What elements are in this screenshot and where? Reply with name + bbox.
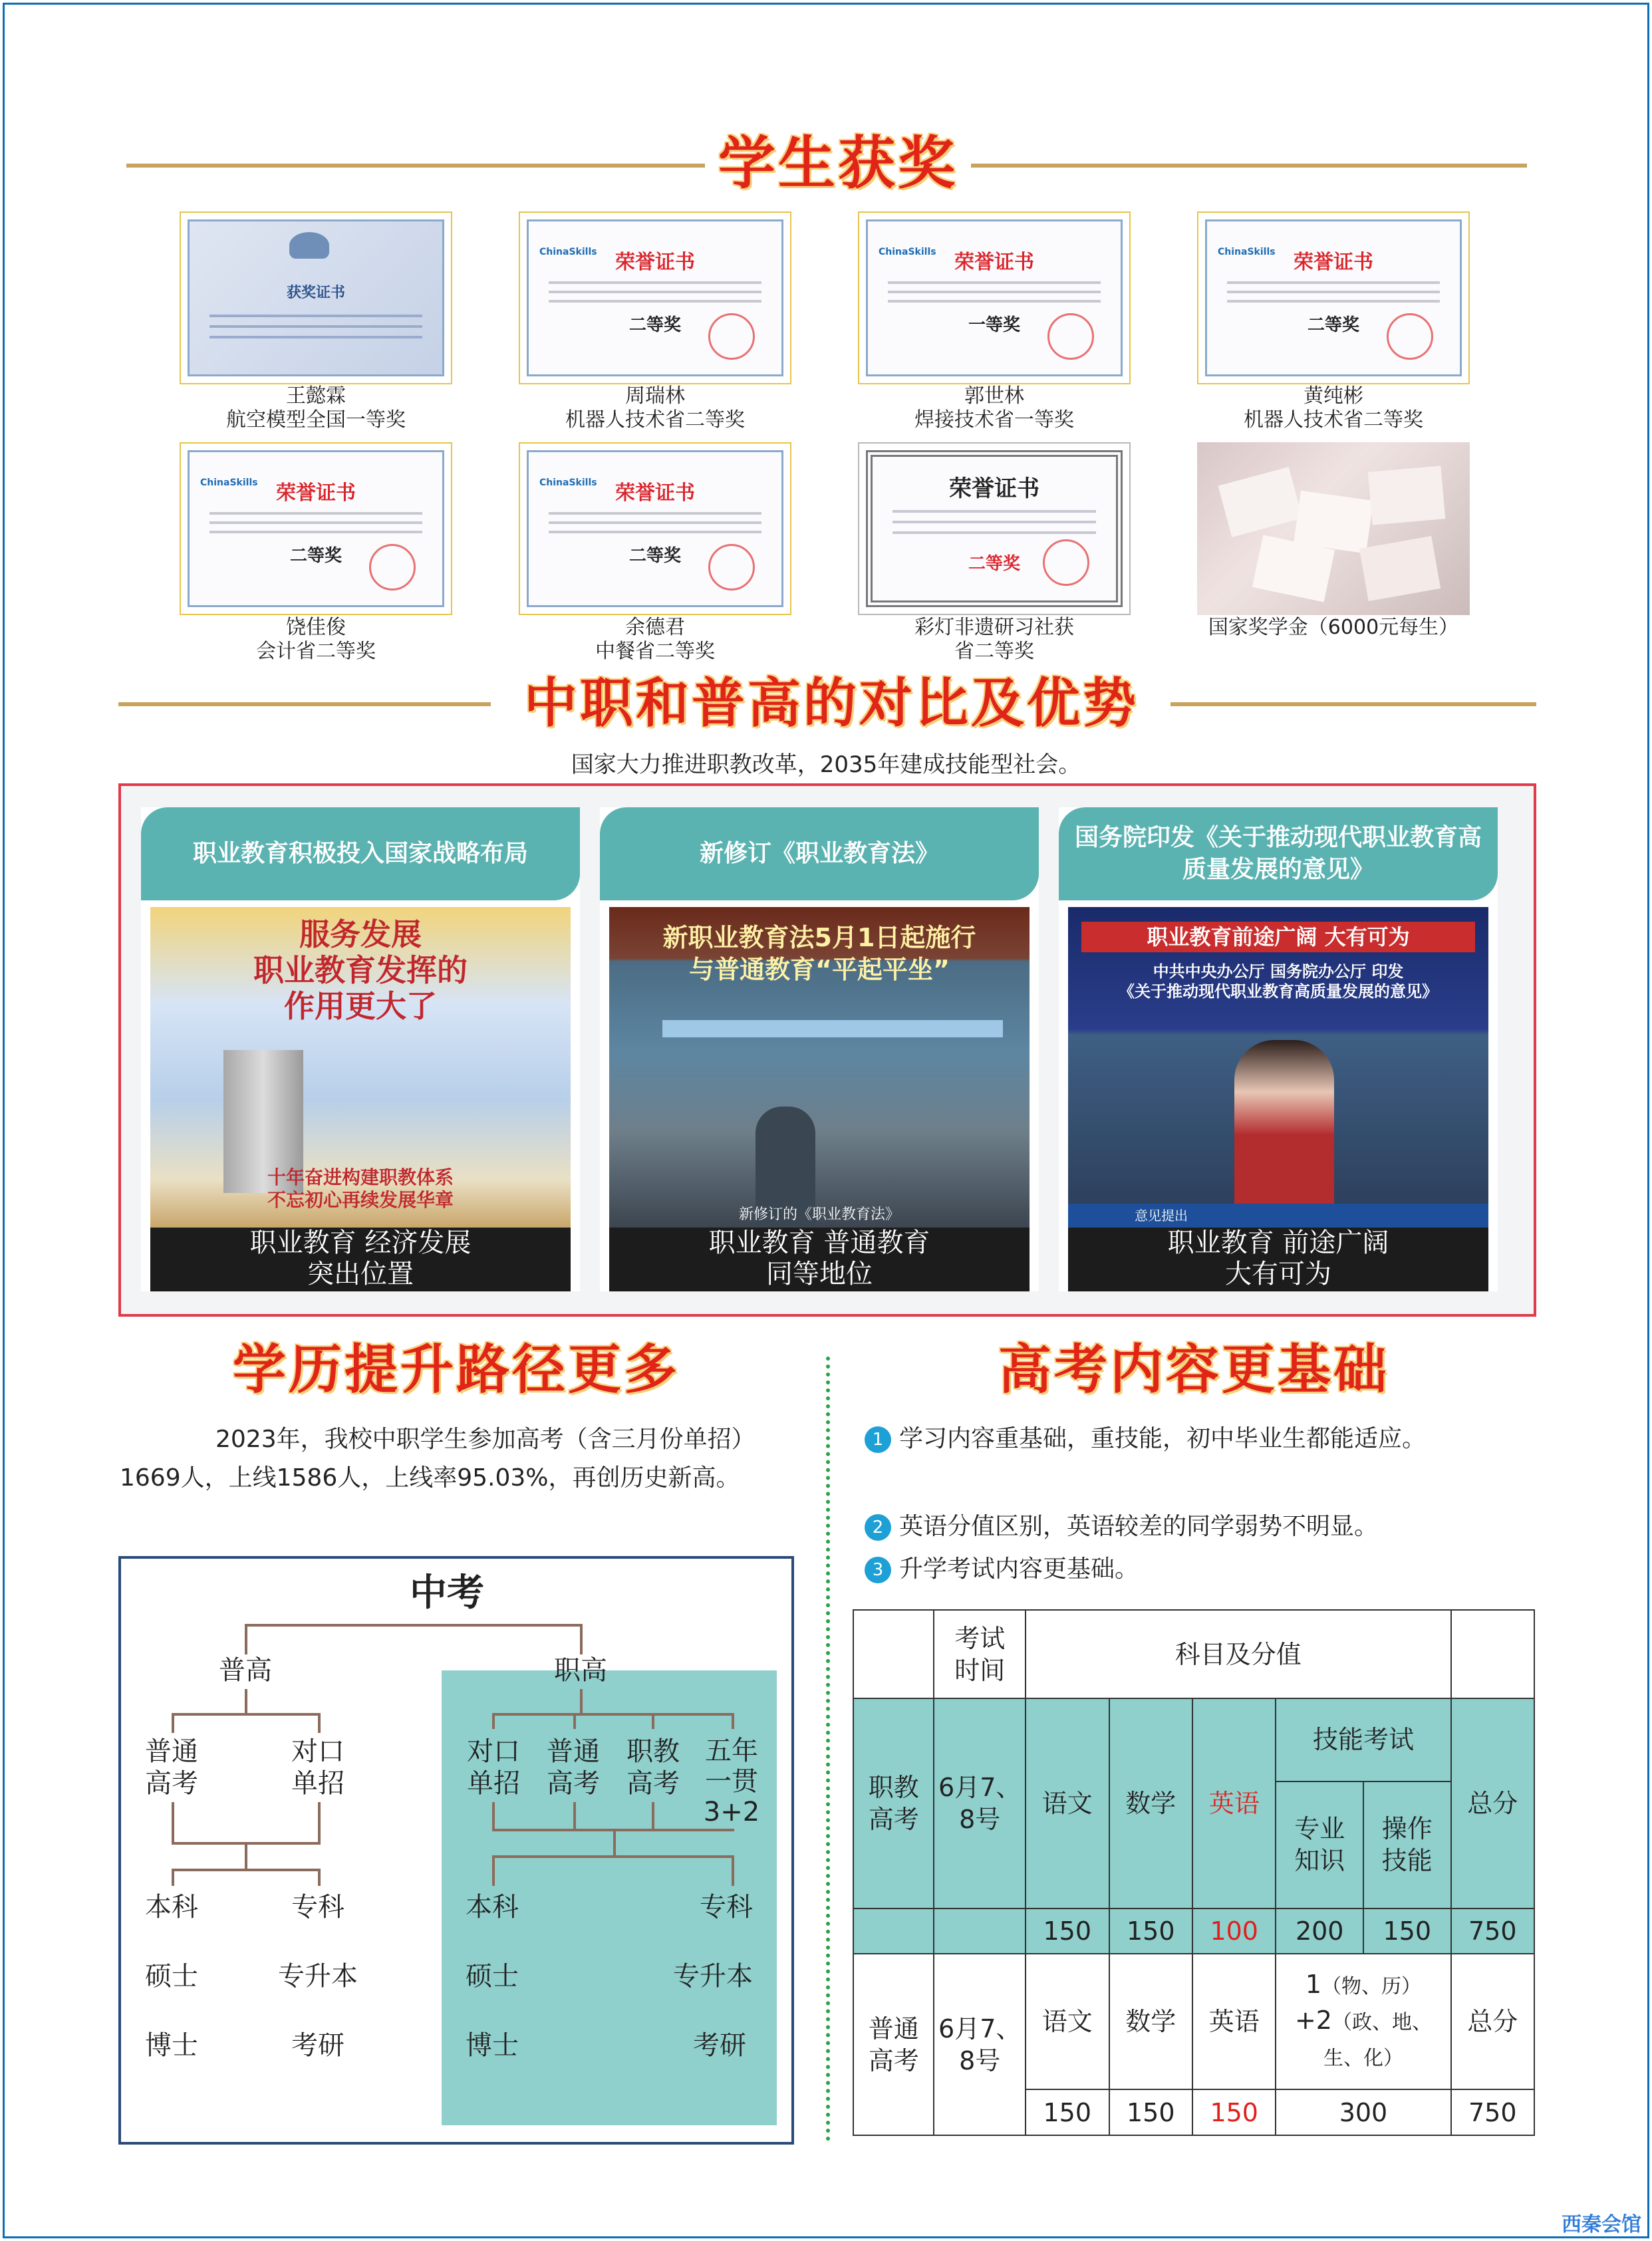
caption-line-2: 同等地位 [766, 1259, 873, 1289]
connector [172, 1713, 321, 1716]
award-student-name: 黄纯彬 [1304, 384, 1363, 408]
connector [172, 1869, 321, 1871]
node-zg-kaoyan: 考研 [693, 2030, 746, 2061]
node-boshi: 博士 [145, 2030, 198, 2061]
cert-prize: 二等奖 [628, 315, 681, 335]
paths-title: 学历提升路径更多 [233, 1339, 680, 1400]
header-exam-time: 考试 时间 [934, 1610, 1026, 1698]
scholarship-photo [1197, 442, 1470, 615]
award-desc: 机器人技术省二等奖 [1244, 408, 1423, 432]
subject-operation-skill: 操作 技能 [1363, 1781, 1451, 1909]
score-english: 150 [1192, 2089, 1276, 2135]
node-shuoshi: 硕士 [145, 1961, 198, 1992]
connector [492, 1855, 495, 1886]
award-student-name: 王懿霖 [286, 384, 346, 408]
award-caption [1167, 384, 1500, 432]
award-caption [828, 616, 1161, 664]
compare-subtitle: 国家大力推进职教改革，2035年建成技能型社会。 [571, 751, 1081, 778]
certificate-image [858, 211, 1131, 384]
image-headline: 服务发展 职业教育发挥的 作用更大了 [253, 916, 468, 1024]
award-caption [1167, 616, 1500, 640]
watermark-logo: 西秦会馆 [1562, 2213, 1641, 2236]
node-zhongkao: 中考 [410, 1571, 484, 1615]
row-vocational-time: 6月7、 8号 [934, 1698, 1026, 1909]
cert-prize: 二等奖 [289, 546, 342, 566]
connector [580, 1689, 583, 1713]
subject-total: 总分 [1451, 1698, 1535, 1909]
subject-english: 英语 [1192, 1698, 1276, 1909]
cert-prize: 二等奖 [968, 554, 1020, 574]
award-caption [489, 616, 821, 664]
caption-line-1: 职业教育 普通教育 [708, 1228, 930, 1258]
node-kaoyan: 考研 [291, 2030, 344, 2061]
seal-icon [1047, 313, 1094, 360]
panel-tab: 国务院印发《关于推动现代职业教育高质量发展的意见》 [1059, 807, 1498, 900]
node-zg-zhijiao: 职教 高考 [626, 1736, 680, 1799]
score-total: 750 [1451, 2089, 1535, 2135]
connector [580, 1624, 583, 1654]
image-headline: 职业教育前途广阔 大有可为 [1081, 922, 1475, 952]
award-student-name: 郭世林 [964, 384, 1024, 408]
elective-1-note: （物、历） [1321, 1975, 1422, 1999]
award-desc: 省二等奖 [954, 640, 1034, 663]
cert-title: 荣誉证书 [949, 475, 1039, 502]
award-desc: 机器人技术省二等奖 [565, 408, 745, 432]
bullet-item [865, 1507, 1543, 1547]
image-subheadline: 十年奋进构建职教体系 不忘初心再续发展华章 [267, 1166, 454, 1211]
panel-image [609, 907, 1030, 1228]
chinaskills-logo: ChinaSkills [539, 477, 597, 488]
header-subjects: 科目及分值 [1026, 1610, 1450, 1698]
awards-title: 学生获奖 [718, 130, 958, 197]
score-math: 150 [1109, 1909, 1192, 1954]
number-badge-icon: 2 [865, 1514, 891, 1541]
connector [492, 1713, 495, 1729]
policy-box [118, 783, 1536, 1317]
panel-image [1068, 907, 1488, 1228]
score-total: 750 [1451, 1909, 1535, 1954]
award-caption [150, 384, 482, 432]
panel-image [150, 907, 571, 1228]
certificate-image [180, 442, 452, 615]
score-electives: 300 [1276, 2089, 1450, 2135]
bullet-item [865, 1549, 1543, 1589]
certificate-image [1197, 211, 1470, 384]
connector [652, 1713, 654, 1729]
node-zg-wunian: 五年 一贯 3+2 [703, 1736, 760, 1827]
connector [172, 1713, 174, 1733]
award-desc: 焊接技术省一等奖 [914, 408, 1074, 432]
cell-empty [853, 1909, 934, 1954]
certificate-image [858, 442, 1131, 615]
score-professional: 200 [1276, 1909, 1363, 1954]
node-zg-zhuanke: 专科 [700, 1892, 753, 1922]
certificate-image [519, 442, 791, 615]
award-desc: 中餐省二等奖 [595, 640, 715, 663]
elective-2: +2 [1294, 2006, 1332, 2036]
chinaskills-logo: ChinaSkills [200, 477, 258, 488]
image-caption: 新修订的《职业教育法》 [738, 1206, 900, 1223]
node-zhigao: 职高 [554, 1655, 607, 1686]
award-student-name: 彩灯非遗研习社获 [914, 616, 1074, 639]
score-operation: 150 [1363, 1909, 1451, 1954]
title-line-left [126, 164, 705, 168]
caption-line-2: 突出位置 [307, 1259, 414, 1289]
connector [652, 1802, 654, 1829]
award-desc: 航空模型全国一等奖 [226, 408, 406, 432]
node-zg-benke: 本科 [466, 1892, 519, 1922]
number-badge-icon: 1 [865, 1426, 891, 1453]
award-student-name: 饶佳俊 [286, 616, 346, 639]
policy-panel [141, 807, 580, 1291]
award-caption [150, 616, 482, 664]
caption-line-1: 职业教育 经济发展 [249, 1228, 472, 1258]
chinaskills-logo: ChinaSkills [539, 247, 597, 257]
cert-title: 荣誉证书 [276, 481, 356, 505]
node-benke: 本科 [145, 1892, 198, 1922]
cert-prize: 一等奖 [968, 315, 1020, 335]
news-anchor-image [1234, 1040, 1334, 1213]
panel-tab: 新修订《职业教育法》 [600, 807, 1039, 900]
elective-1: 1 [1305, 1970, 1322, 2000]
paths-text: 2023年，我校中职学生参加高考（含三月份单招）1669人，上线1586人，上线率95.03%，再创历史新高。 [120, 1426, 756, 1492]
cert-title: 获奖证书 [286, 285, 345, 301]
cell-empty [934, 1909, 1026, 1954]
policy-panel [600, 807, 1039, 1291]
cert-title: 荣誉证书 [615, 251, 695, 274]
bullet-text: 学习内容重基础，重技能，初中毕业生都能适应。 [899, 1425, 1427, 1452]
connector [492, 1802, 495, 1829]
certificate-image [519, 211, 791, 384]
caption-line-1: 职业教育 前途广阔 [1167, 1228, 1389, 1258]
row-vocational-name: 职教 高考 [853, 1698, 934, 1909]
award-student-name: 余德君 [625, 616, 685, 639]
subject-total: 总分 [1451, 1954, 1535, 2089]
exam-comparison-table [853, 1609, 1535, 2136]
column-divider [826, 1357, 830, 2141]
node-zg-boshi: 博士 [466, 2030, 519, 2061]
node-zhuanke: 专科 [291, 1892, 344, 1922]
image-headline: 新职业教育法5月1日起施行 与普通教育“平起平坐” [662, 923, 976, 984]
subject-english: 英语 [1192, 1954, 1276, 2089]
row-general-name: 普通 高考 [853, 1954, 934, 2135]
node-zg-shuoshi: 硕士 [466, 1961, 519, 1992]
chinaskills-logo: ChinaSkills [879, 247, 936, 257]
header-empty [1451, 1610, 1535, 1698]
panel-caption [609, 1228, 1030, 1291]
subject-chinese: 语文 [1026, 1698, 1109, 1909]
node-gaozhong: 普高 [219, 1655, 272, 1686]
node-zg-duikou: 对口 单招 [467, 1736, 520, 1799]
score-chinese: 150 [1026, 2089, 1109, 2135]
title-line-right [971, 164, 1527, 168]
compare-title: 中职和普高的对比及优势 [524, 672, 1139, 734]
seal-icon [1043, 539, 1089, 586]
subject-math: 数学 [1109, 1954, 1192, 2089]
row-general-time: 6月7、 8号 [934, 1954, 1026, 2135]
award-caption [828, 384, 1161, 432]
image-subheadline: 中共中央办公厅 国务院办公厅 印发 《关于推动现代职业教育高质量发展的意见》 [1119, 962, 1438, 1001]
connector [492, 1713, 734, 1716]
seal-icon [369, 544, 416, 591]
node-duikou-danzhao: 对口 单招 [291, 1736, 344, 1799]
connector [732, 1713, 734, 1729]
score-chinese: 150 [1026, 1909, 1109, 1954]
bullet-text: 升学考试内容更基础。 [899, 1555, 1139, 1583]
connector [318, 1713, 321, 1733]
exam-title: 高考内容更基础 [998, 1339, 1389, 1400]
crane-beam [662, 1020, 1003, 1037]
subject-electives [1276, 1954, 1450, 2089]
seal-icon [1387, 313, 1433, 360]
connector [172, 1802, 174, 1842]
connector [613, 1829, 616, 1855]
node-zg-putong: 普通 高考 [547, 1736, 600, 1799]
connector [318, 1802, 321, 1842]
policy-panel [1059, 807, 1498, 1291]
chinaskills-logo: ChinaSkills [1218, 247, 1276, 257]
connector [732, 1855, 734, 1886]
caption-line-2: 大有可为 [1225, 1259, 1331, 1289]
cert-title: 荣誉证书 [1294, 251, 1373, 274]
connector [245, 1842, 247, 1869]
score-math: 150 [1109, 2089, 1192, 2135]
number-badge-icon: 3 [865, 1557, 891, 1583]
node-putong-gaokao: 普通 高考 [145, 1736, 198, 1799]
award-caption [489, 384, 821, 432]
header-empty [853, 1610, 934, 1698]
node-zg-zhuanshengben: 专升本 [673, 1961, 753, 1992]
connector [245, 1689, 247, 1713]
seal-icon [708, 313, 755, 360]
subject-professional-knowledge: 专业 知识 [1276, 1781, 1363, 1909]
title-line-right [1170, 702, 1536, 706]
bullet-item [865, 1419, 1543, 1459]
connector [318, 1869, 321, 1886]
award-desc: 会计省二等奖 [256, 640, 376, 663]
bullet-text: 英语分值区别，英语较差的同学弱势不明显。 [899, 1513, 1379, 1540]
award-student-name: 国家奖学金（6000元每生） [1208, 616, 1459, 639]
education-path-diagram [118, 1556, 794, 2145]
certificate-image [180, 211, 452, 384]
award-student-name: 周瑞林 [625, 384, 685, 408]
score-english: 100 [1192, 1909, 1276, 1954]
cert-title: 荣誉证书 [615, 481, 695, 505]
connector [245, 1624, 247, 1654]
panel-caption [1068, 1228, 1488, 1291]
panel-tab: 职业教育积极投入国家战略布局 [141, 807, 580, 900]
connector [492, 1855, 734, 1858]
cert-title: 荣誉证书 [954, 251, 1034, 274]
title-line-left [118, 702, 491, 706]
connector [245, 1624, 581, 1627]
subject-math: 数学 [1109, 1698, 1192, 1909]
panel-caption [150, 1228, 571, 1291]
seal-icon [708, 544, 755, 591]
connector [573, 1802, 576, 1829]
connector [172, 1869, 174, 1886]
elective-2-note: （政、地、生、化） [1323, 2011, 1432, 2071]
cert-prize: 二等奖 [628, 546, 681, 566]
cert-prize: 二等奖 [1307, 315, 1359, 335]
subject-skill-exam: 技能考试 [1276, 1698, 1450, 1781]
node-zhuanshengben: 专升本 [278, 1961, 358, 1992]
connector [573, 1713, 576, 1729]
subject-chinese: 语文 [1026, 1954, 1109, 2089]
news-ticker: 意见提出 [1068, 1204, 1488, 1228]
